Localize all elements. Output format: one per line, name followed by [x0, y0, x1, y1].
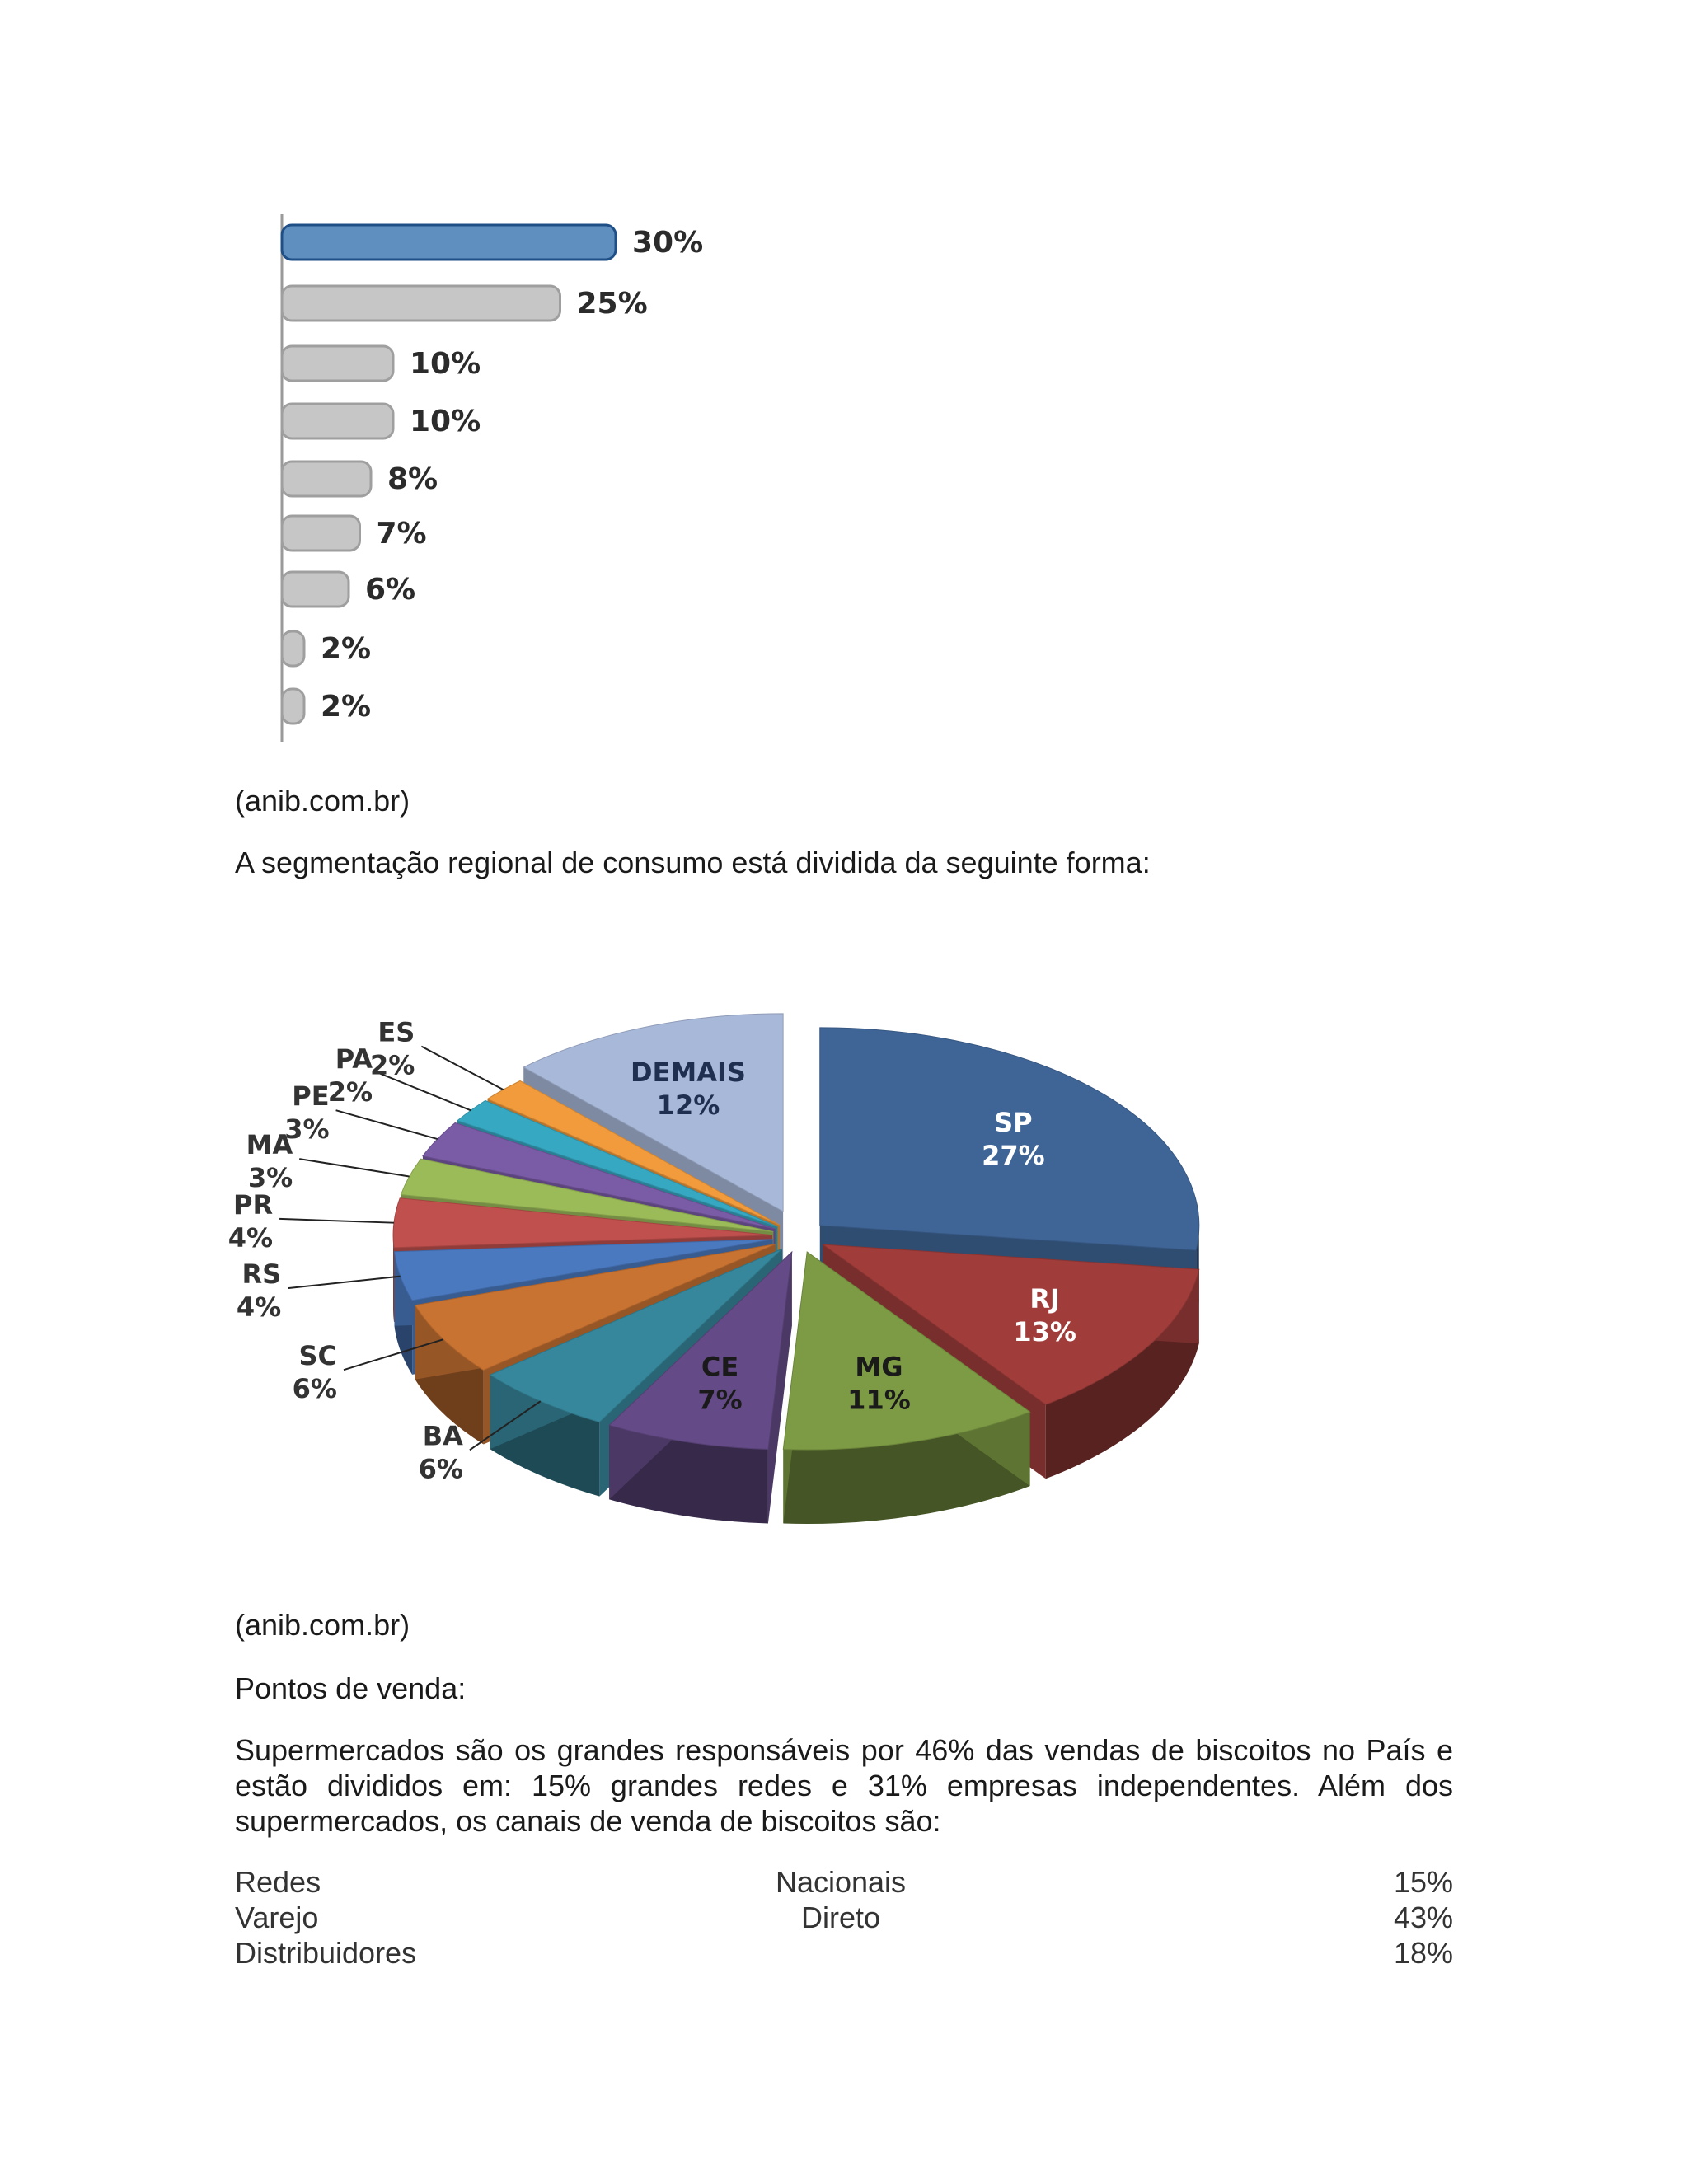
- bar-value-label: 7%: [376, 517, 427, 551]
- pie-leader-line: [421, 1047, 503, 1090]
- pie-slice-value-label: 4%: [227, 1221, 274, 1254]
- pie-slice-value-label: 6%: [292, 1373, 337, 1405]
- pie-slice-top: [820, 1028, 1199, 1250]
- channel-row: [235, 1935, 1453, 1971]
- bar: [282, 346, 393, 381]
- pie-leader-line: [299, 1159, 409, 1176]
- pie-slice-value-label: 3%: [247, 1162, 293, 1194]
- pie-leader-line: [336, 1110, 438, 1139]
- channel-name: Varejo: [235, 1900, 319, 1934]
- pie-slice-name-label: BA: [422, 1420, 463, 1452]
- channel-value: 43%: [1393, 1900, 1453, 1934]
- channel-name: Redes: [235, 1865, 321, 1899]
- pie-slice-value-label: 11%: [847, 1384, 911, 1416]
- bar: [282, 572, 349, 607]
- bar-value-label: 25%: [576, 287, 648, 321]
- pie-slice-name-label: PR: [232, 1188, 274, 1221]
- channel-value: 18%: [1393, 1936, 1453, 1970]
- pie-slice-value-label: 13%: [1013, 1316, 1076, 1348]
- channel-value: 15%: [1393, 1865, 1453, 1899]
- pie-slice-name-label: SP: [994, 1106, 1033, 1138]
- pie-slice-name-label: RJ: [1029, 1283, 1060, 1315]
- channel-row: [235, 1900, 1453, 1935]
- pie-slice-name-label: PA: [335, 1043, 373, 1076]
- bar-value-label: 2%: [321, 632, 372, 666]
- pie-slice-name-label: MA: [246, 1129, 293, 1161]
- bar-value-label: 30%: [632, 226, 704, 260]
- pie-slice-value-label: 27%: [982, 1139, 1045, 1171]
- pie-slice-value-label: 12%: [656, 1090, 720, 1122]
- pie-chart-source: (anib.com.br): [235, 1608, 410, 1642]
- channel-name: Distribuidores: [235, 1936, 417, 1970]
- bar: [282, 286, 560, 321]
- pie-slice-name-label: ES: [377, 1016, 415, 1048]
- pie-slice-value-label: 6%: [418, 1453, 463, 1485]
- pie-slice-value-label: 2%: [327, 1076, 373, 1108]
- bar: [282, 516, 360, 551]
- pie-chart: [227, 915, 1352, 1574]
- pie-slice-side: [393, 1235, 394, 1322]
- section-heading: Pontos de venda:: [235, 1671, 467, 1705]
- pie-leader-line: [288, 1277, 401, 1288]
- bar: [282, 689, 304, 724]
- pie-leader-line: [279, 1219, 394, 1223]
- pie-slice-name-label: DEMAIS: [630, 1057, 746, 1089]
- pie-slice-value-label: 3%: [284, 1113, 330, 1146]
- bar-chart-source: (anib.com.br): [235, 784, 410, 818]
- pie-slice-name-label: PE: [292, 1080, 330, 1113]
- channel-detail: Nacionais: [775, 1865, 907, 1899]
- pie-slice-value-label: 2%: [369, 1049, 415, 1081]
- channel-detail: Direto: [800, 1900, 881, 1934]
- bar: [282, 631, 304, 666]
- bar-value-label: 6%: [365, 573, 416, 607]
- channel-row: [235, 1864, 1453, 1900]
- body-paragraph: Supermercados são os grandes responsáveis por 46% das vendas de biscoitos no País e estão divididos em: 15% grandes redes e 31% empresas independentes. Além dos supermercados, os canais de venda de biscoitos são:: [235, 1733, 1453, 1838]
- bar-value-label: 10%: [410, 405, 481, 438]
- pie-slice-value-label: 4%: [236, 1291, 282, 1324]
- pie-slice-name-label: CE: [701, 1351, 739, 1383]
- pie-slice-name-label: SC: [298, 1340, 337, 1372]
- pie-slice-name-label: MG: [855, 1351, 903, 1383]
- bar-value-label: 10%: [410, 347, 481, 381]
- bar: [282, 462, 371, 496]
- pie-slice-name-label: RS: [241, 1258, 282, 1291]
- bar-value-label: 2%: [321, 690, 372, 724]
- pie-slice-value-label: 7%: [697, 1384, 743, 1416]
- bar: [282, 225, 616, 260]
- bar: [282, 404, 393, 438]
- bar-chart: [264, 206, 775, 750]
- bar-value-label: 8%: [387, 462, 438, 496]
- regional-intro: A segmentação regional de consumo está dividida da seguinte forma:: [235, 846, 1151, 879]
